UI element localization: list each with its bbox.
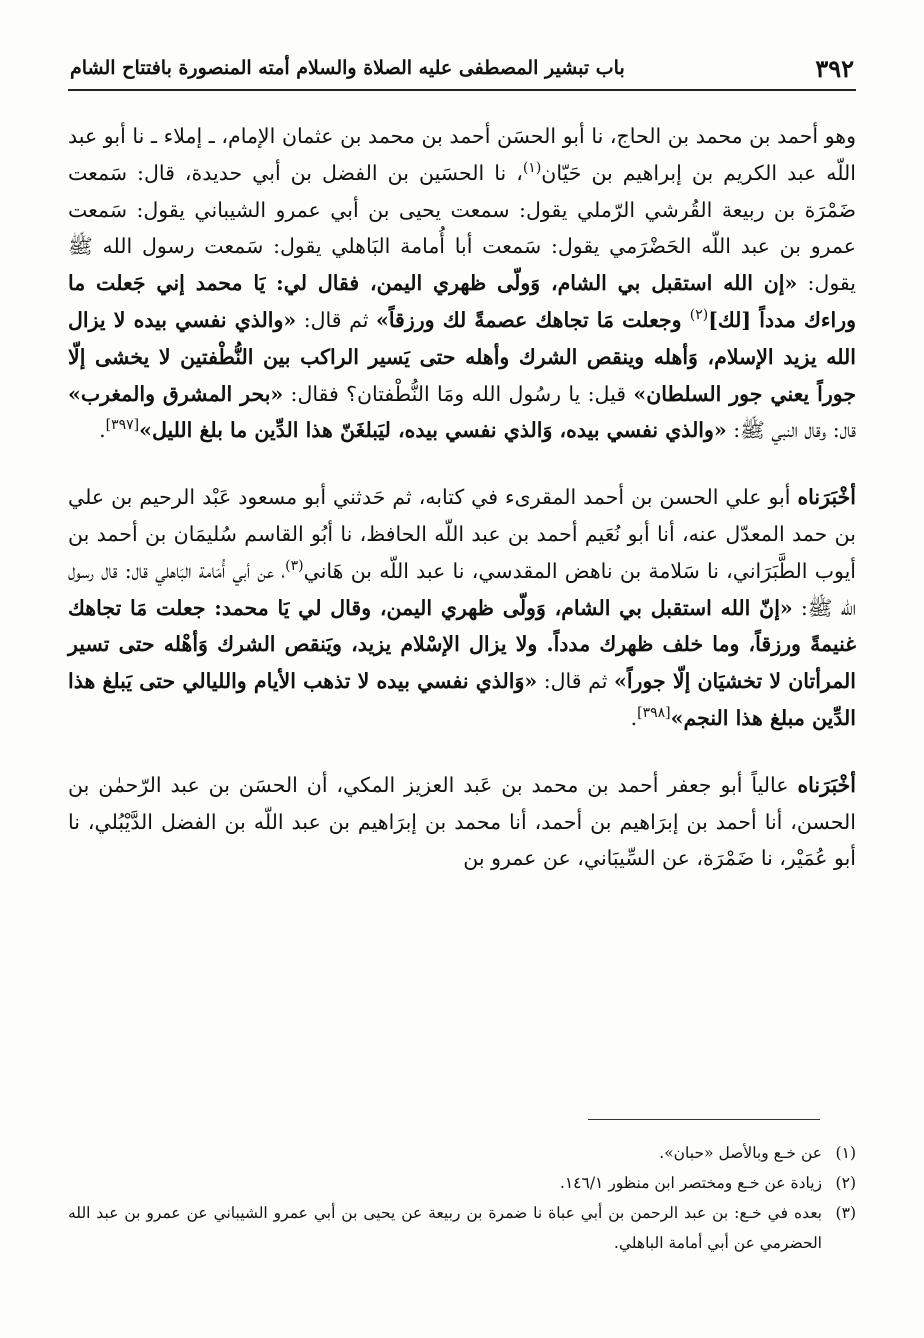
bold-text: «بحر المشرق والمغرب» <box>68 381 284 406</box>
footnote-number: (١) <box>835 1144 856 1162</box>
text-run: ثم قال: <box>296 307 376 332</box>
footnote-ref: (٢) <box>689 307 709 324</box>
footnote-text: بعده في خـع: بن عبد الرحمن بن أبي عباة نا ضمرة بن ربيعة عن يحيى بن أبي عمرو الشيباني عن عمرو بن عبد الله الحضرمي عن أبي أمامة الباهلي. <box>68 1204 822 1252</box>
running-title: باب تبشير المصطفى عليه الصلاة والسلام أمته المنصورة بافتتاح الشام <box>70 57 625 79</box>
bold-text: أخْبَرَناه <box>797 772 856 797</box>
footnote-number: (٣) <box>835 1204 856 1222</box>
footnote-text: زيادة عن خـع ومختصر ابن منظور ١٤٦/١. <box>559 1174 822 1192</box>
page-number: ٣٩٢ <box>815 53 854 83</box>
paragraph <box>68 479 856 737</box>
bold-text: «إنّ الله استقبل بي الشام، وَولّى ظهري اليمن، وقال لي يَا محمد: جعلت مَا تجاهك غنيمةً ورزقاً، وما خلف ظهرك مدداً. ولا يزال الإسْلام يزيد، ويَنقص الشرك وَأهْله حتى تسير المرأتان لا تخشيَان إلّا جوراً» <box>68 595 857 694</box>
footnote <box>68 1168 856 1198</box>
text-run: ، عن أبي أُمَامة البَاهلي قال: قال رسول الله ﷺ: <box>68 558 856 620</box>
footnote-divider <box>588 1119 820 1120</box>
paragraph <box>68 118 856 449</box>
text-run: . <box>99 418 106 443</box>
text-run: عالياً أبو جعفر أحمد بن محمد بن عَبد العزيز المكي، أن الحسَن بن عبد الرّحمٰن بن الحسن، أنا أحمد بن إبرَاهيم بن أحمد، أنا محمد بن إبرَاهيم بن عبد اللّه بن الفضل الدَّيْبُلي، نا أبو عُمَيْر، نا ضَمْرَة، عن السِّيبَاني، عن عمرو بن <box>68 772 856 871</box>
text-run: ، نا الحسَين بن الفضل بن أبي حديدة، قال: سَمعت ضَمْرَة بن ربيعة القُرشي الرّملي يقول: سمعت يحيى بن أبي عمرو الشيباني يقول: سَمعت عمرو بن عبد اللّه الحَضْرَمي يقول: سَمعت أبا أُمامة البَاهلي يقول: سَمعت رسول الله ﷺ يقول: <box>68 160 856 296</box>
bold-text: وجعلت مَا تجاهك عصمةً لك ورزقاً» <box>376 307 690 332</box>
paragraph <box>68 767 856 877</box>
text-run: وهو أحمد بن محمد بن الحاج، نا أبو الحسَن أحمد بن محمد بن عثمان الإمام، ـ إملاء ـ نا أبو عبد اللّه عبد الكريم بن إبراهيم بن حَيّان <box>68 124 857 185</box>
footnote-ref: [٣٩٧] <box>105 417 140 434</box>
header-divider <box>68 89 856 91</box>
footnote-ref: (٣) <box>285 557 304 574</box>
bold-text: «والذي نفسي بيده، وَالذي نفسي بيده، ليَبلغَنّ هذا الدِّين ما بلغ الليل» <box>139 418 727 443</box>
footnote-ref: [٣٩٨] <box>637 705 671 722</box>
footnote <box>68 1198 856 1258</box>
text-run: . <box>630 705 638 730</box>
bold-text: «وَالذي نفسي بيده لا تذهب الأيام والليالي حتى يَبلغ هذا الدِّين مبلغ هذا النجم» <box>68 669 856 730</box>
bold-text: «إن الله استقبل بي الشام، وَولّى ظهري اليمن، فقال لي: يَا محمد إني جَعلت ما وراءك مدداً [لك] <box>68 271 857 332</box>
text-run: أبو علي الحسن بن أحمد المقرىء في كتابه، ثم حَدثني أبو مسعود عَبْد الرحيم بن علي بن حمد المعدّل عنه، أنا أبو نُعَيم أحمد بن عبد اللّه الحافظ، نا أبُو القاسم سُليمَان بن أحمد بن أيوب الطَّبَرَاني، نا سَلامة بن ناهض المقدسي، نا عبد اللّه بن هَاني <box>68 485 856 583</box>
text-run: ثم قال: <box>537 669 615 694</box>
footnote-ref: (١) <box>522 159 542 176</box>
footnote-text: عن خـع وبالأصل «حبان». <box>659 1144 822 1162</box>
bold-text: «والذي نفسي بيده لا يزال الله يزيد الإسلام، وَأهله وينقص الشرك وأهله حتى يَسير الراكب بين النُّطْفتين لا يخشى إلّا جوراً يعني جور السلطان» <box>68 307 857 406</box>
text-run: قال: وقال النبي ﷺ: <box>726 418 856 443</box>
footnotes <box>68 1138 856 1258</box>
text-run: قيل: يا رسُول الله ومَا النُّطْفتان؟ فقال: <box>283 381 634 406</box>
main-text <box>68 118 856 877</box>
footnote-number: (٢) <box>835 1174 856 1192</box>
page-header <box>70 48 854 88</box>
footnote <box>68 1138 856 1168</box>
bold-text: أخْبَرَناه <box>797 485 856 510</box>
